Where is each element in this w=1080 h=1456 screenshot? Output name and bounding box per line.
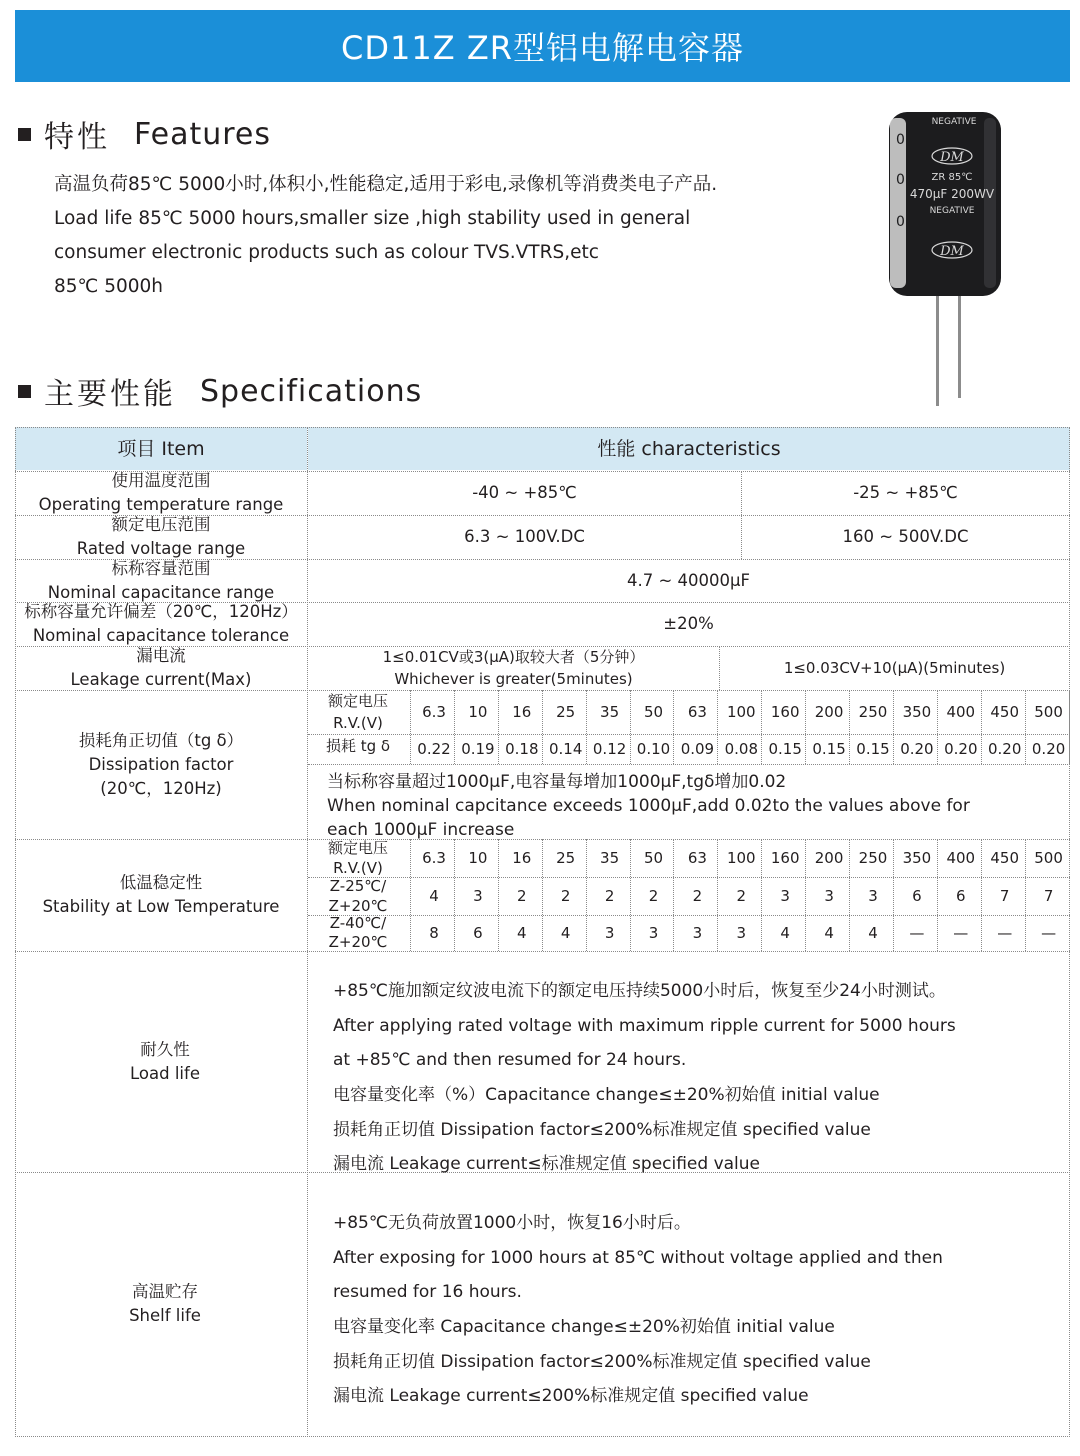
bullet-square-icon [18, 385, 31, 398]
lt-z40-cell: 4 [868, 924, 878, 942]
lt-rv-zh: 额定电压 [327, 839, 388, 857]
lt-z25-cell: 3 [868, 887, 878, 905]
svg-text:0: 0 [896, 172, 905, 188]
load-life-line: 电容量变化率（%）Capacitance change≤±20%初始值 initial value [333, 1085, 880, 1106]
df-tg-cell: 0.15 [856, 740, 890, 758]
header-characteristics: 性能 characteristics [308, 427, 1070, 470]
df-tg-cell: 0.10 [636, 740, 671, 758]
lt-z25-cell: 7 [999, 887, 1010, 905]
df-tg-cell: 0.20 [987, 740, 1022, 758]
specs-heading-en: Specifications [200, 373, 423, 409]
df-rv-header [308, 690, 408, 734]
features-heading [18, 112, 271, 156]
temperature-label-en: Operating temperature range [38, 495, 284, 514]
row-tolerance-label [9, 602, 313, 646]
features-heading-en: Features [134, 116, 271, 152]
dissipation-label-en: Dissipation factor [88, 754, 234, 774]
row-shelf-life-label [15, 1172, 315, 1436]
lt-z40-cell: 4 [780, 924, 790, 942]
df-tg-cell: 0.15 [812, 740, 846, 758]
lt-z40-cell: — [997, 924, 1013, 942]
load-life-line: 损耗角正切值 Dissipation factor≤200%标准规定值 specified value [333, 1119, 871, 1140]
temperature-label-zh: 使用温度范围 [111, 471, 211, 490]
lt-z40-cell: — [953, 924, 969, 942]
lt-rv-en: R.V.(V) [333, 859, 383, 877]
row-low-temperature-label [15, 839, 307, 951]
capacitance-value: 4.7 ~ 40000μF [626, 570, 751, 590]
df-voltage-cell: 450 [990, 703, 1019, 721]
shelf-life-label-en: Shelf life [129, 1306, 201, 1325]
lt-voltage-cell: 100 [726, 849, 756, 867]
df-tg-header: 损耗 tg δ [325, 737, 391, 755]
shelf-life-line: After exposing for 1000 hours at 85℃ without voltage applied and then [333, 1247, 943, 1268]
tolerance-label-en: Nominal capacitance tolerance [32, 626, 290, 645]
row-dissipation-label [15, 690, 307, 839]
voltage-label-en: Rated voltage range [76, 539, 246, 558]
lt-z25-cell: 7 [1043, 887, 1054, 905]
df-voltage-cell: 6.3 [422, 703, 446, 721]
capacitance-label-zh: 标称容量范围 [111, 558, 211, 578]
lt-z40-cell: — [909, 924, 925, 942]
df-tg-cell: 0.20 [1031, 740, 1066, 758]
df-voltage-cell: 10 [468, 703, 488, 721]
leakage-label-en: Leakage current(Max) [70, 670, 252, 689]
lt-voltage-cell: 200 [814, 849, 844, 867]
bullet-square-icon [18, 128, 31, 141]
load-life-line: +85℃施加额定纹波电流下的额定电压持续5000小时后，恢复至少24小时测试。 [333, 981, 946, 1001]
lt-z40-header [308, 915, 408, 951]
temperature-value-low-voltage: -40 ~ +85℃ [472, 483, 577, 502]
lt-z25-header [308, 877, 408, 915]
df-voltage-cell: 500 [1034, 703, 1063, 721]
lt-z25-cell: 2 [648, 887, 659, 905]
lt-voltage-cell: 250 [858, 849, 888, 867]
lt-z40-cell: 4 [824, 924, 834, 942]
shelf-life-line: +85℃无负荷放置1000小时，恢复16小时后。 [333, 1213, 691, 1233]
lt-z25-cell: 2 [736, 887, 747, 905]
dissipation-label-condition: (20℃，120Hz) [100, 778, 222, 798]
page-title: CD11Z ZR型铝电解电容器 [15, 10, 1070, 82]
lt-voltage-cell: 6.3 [422, 849, 446, 867]
lt-z40-cell: 4 [517, 924, 527, 942]
features-line: 85℃ 5000h [54, 276, 164, 297]
lt-voltage-cell: 35 [600, 849, 620, 867]
df-voltage-cell: 25 [556, 703, 576, 721]
lt-z25-cell: 6 [912, 887, 922, 905]
row-load-life-label [15, 951, 315, 1172]
tolerance-label-zh: 标称容量允许偏差（20℃，120Hz） [24, 602, 298, 621]
capacitor-brand: DM [940, 150, 964, 165]
leakage-value-low [308, 646, 719, 690]
df-tg-cell: 0.08 [724, 740, 758, 758]
voltage-value-high: 160 ~ 500V.DC [842, 527, 969, 546]
df-tg-cell: 0.19 [461, 740, 495, 758]
voltage-value-low: 6.3 ~ 100V.DC [464, 527, 585, 546]
lt-voltage-cell: 160 [770, 849, 800, 867]
capacitor-negative-text-2: NEGATIVE [929, 206, 975, 216]
capacitor-series: ZR 85℃ [931, 172, 973, 183]
df-voltage-cell: 250 [858, 703, 888, 721]
load-life-line: at +85℃ and then resumed for 24 hours. [333, 1050, 687, 1071]
shelf-life-line: resumed for 16 hours. [333, 1282, 522, 1303]
shelf-life-text [333, 1206, 943, 1414]
lt-z25-cell: 2 [604, 887, 615, 905]
header-item: 项目 Item [15, 427, 307, 470]
df-voltage-cell: 400 [946, 703, 976, 721]
load-life-label-en: Load life [130, 1063, 200, 1083]
df-voltage-cell: 50 [643, 703, 664, 721]
lt-z25-cell: 2 [560, 887, 571, 905]
load-life-line: After applying rated voltage with maximum ripple current for 5000 hours [333, 1015, 956, 1036]
capacitor-lead-left [936, 278, 939, 406]
lt-z40-cell: 6 [473, 924, 483, 942]
df-voltage-cell: 160 [770, 703, 800, 721]
load-life-line: 漏电流 Leakage current≤标准规定值 specified value [333, 1154, 761, 1175]
lt-voltage-cell: 50 [643, 849, 664, 867]
lt-z25-cell: 6 [956, 887, 966, 905]
df-voltage-cell: 63 [687, 703, 707, 721]
lt-z40-cell: 3 [736, 924, 747, 942]
lt-z40-b: Z+20℃ [328, 933, 388, 951]
df-tg-cell: 0.12 [592, 740, 627, 758]
lt-z25-cell: 3 [824, 887, 834, 905]
df-note [327, 770, 970, 842]
lt-voltage-cell: 10 [468, 849, 488, 867]
lt-z40-cell: — [1041, 924, 1057, 942]
row-capacitance-label [15, 559, 307, 602]
df-rv-zh: 额定电压 [327, 692, 388, 710]
lt-z40-cell: 4 [560, 924, 571, 942]
features-line: 高温负荷85℃ 5000小时,体积小,性能稳定,适用于彩电,录像机等消费类电子产品. [54, 174, 718, 195]
specs-heading-zh: 主要性能 [44, 377, 176, 412]
specifications-table [15, 427, 1070, 1437]
svg-text:0: 0 [896, 132, 905, 148]
lt-z25-cell: 2 [517, 887, 527, 905]
row-leakage-label [15, 646, 307, 690]
lt-voltage-cell: 450 [990, 849, 1019, 867]
df-voltage-cell: 35 [600, 703, 620, 721]
load-life-text [333, 974, 956, 1182]
df-tg-cell: 0.15 [768, 740, 802, 758]
lt-z25-cell: 3 [780, 887, 790, 905]
temperature-value-high-voltage: -25 ~ +85℃ [853, 483, 958, 502]
row-voltage-label [15, 515, 307, 559]
df-note-zh: 当标称容量超过1000μF,电容量每增加1000μF,tgδ增加0.02 [327, 772, 787, 792]
df-tg-cell: 0.09 [680, 740, 715, 758]
lt-voltage-cell: 350 [902, 849, 932, 867]
df-tg-cell: 0.14 [548, 740, 583, 758]
df-tg-cell: 0.20 [900, 740, 934, 758]
lt-z25-cell: 3 [473, 887, 483, 905]
lt-voltage-cell: 16 [512, 849, 532, 867]
capacitor-rating: 470μF 200WV [909, 187, 995, 201]
voltage-label-zh: 额定电压范围 [111, 515, 211, 534]
features-line: consumer electronic products such as colour TVS.VTRS,etc [54, 242, 599, 263]
leakage-note-low: Whichever is greater(5minutes) [394, 670, 633, 688]
shelf-life-line: 漏电流 Leakage current≤200%标准规定值 specified value [333, 1386, 809, 1407]
features-text [54, 168, 854, 304]
lt-z40-a: Z-40℃/ [329, 914, 387, 932]
df-voltage-cell: 100 [726, 703, 756, 721]
df-voltage-cell: 200 [814, 703, 844, 721]
lt-z25-cell: 4 [429, 887, 439, 905]
lt-z40-cell: 3 [692, 924, 703, 942]
svg-text:0: 0 [896, 214, 905, 230]
df-voltage-cell: 350 [902, 703, 932, 721]
lt-z25-a: Z-25℃/ [329, 877, 387, 895]
df-note-en-1: When nominal capcitance exceeds 1000μF,add 0.02to the values above for [327, 796, 970, 816]
leakage-label-zh: 漏电流 [136, 646, 186, 665]
dissipation-label-zh: 损耗角正切值（tg δ） [78, 730, 244, 750]
df-note-en-2: each 1000μF increase [327, 820, 515, 840]
row-temperature-label [15, 471, 307, 515]
shelf-life-line: 电容量变化率 Capacitance change≤±20%初始值 initial value [333, 1317, 835, 1338]
low-temperature-label-en: Stability at Low Temperature [42, 897, 280, 916]
lt-z25-cell: 2 [692, 887, 703, 905]
shelf-life-line: 损耗角正切值 Dissipation factor≤200%标准规定值 specified value [333, 1351, 871, 1372]
lt-z25-b: Z+20℃ [328, 897, 388, 915]
shelf-life-label-zh: 高温贮存 [132, 1282, 198, 1301]
leakage-formula-low: 1≤0.01CV或3(μA)取较大者（5分钟） [382, 648, 645, 666]
features-heading-zh: 特性 [44, 120, 110, 155]
lt-z40-cell: 3 [648, 924, 659, 942]
lt-rv-header [308, 839, 408, 877]
df-rv-en: R.V.(V) [333, 714, 383, 732]
lt-voltage-cell: 500 [1034, 849, 1063, 867]
df-tg-cell: 0.18 [505, 740, 539, 758]
specs-heading [18, 369, 422, 413]
lt-z40-cell: 3 [604, 924, 615, 942]
lt-voltage-cell: 400 [946, 849, 976, 867]
lt-z40-cell: 8 [429, 924, 439, 942]
capacitor-brand-2: DM [940, 244, 964, 259]
df-tg-cell: 0.22 [417, 740, 451, 758]
df-tg-cell: 0.20 [944, 740, 978, 758]
capacitor-negative-text: NEGATIVE [931, 117, 977, 127]
capacitance-label-en: Nominal capacitance range [47, 582, 275, 602]
leakage-value-high: 1≤0.03CV+10(μA)(5minutes) [783, 659, 1006, 677]
lt-voltage-cell: 63 [687, 849, 707, 867]
lt-voltage-cell: 25 [556, 849, 576, 867]
capacitor-image [884, 108, 1006, 408]
df-voltage-cell: 16 [512, 703, 532, 721]
load-life-label-zh: 耐久性 [140, 1039, 190, 1059]
features-line: Load life 85℃ 5000 hours,smaller size ,high stability used in general [54, 208, 691, 229]
tolerance-value: ±20% [663, 614, 714, 633]
low-temperature-label-zh: 低温稳定性 [119, 873, 203, 892]
